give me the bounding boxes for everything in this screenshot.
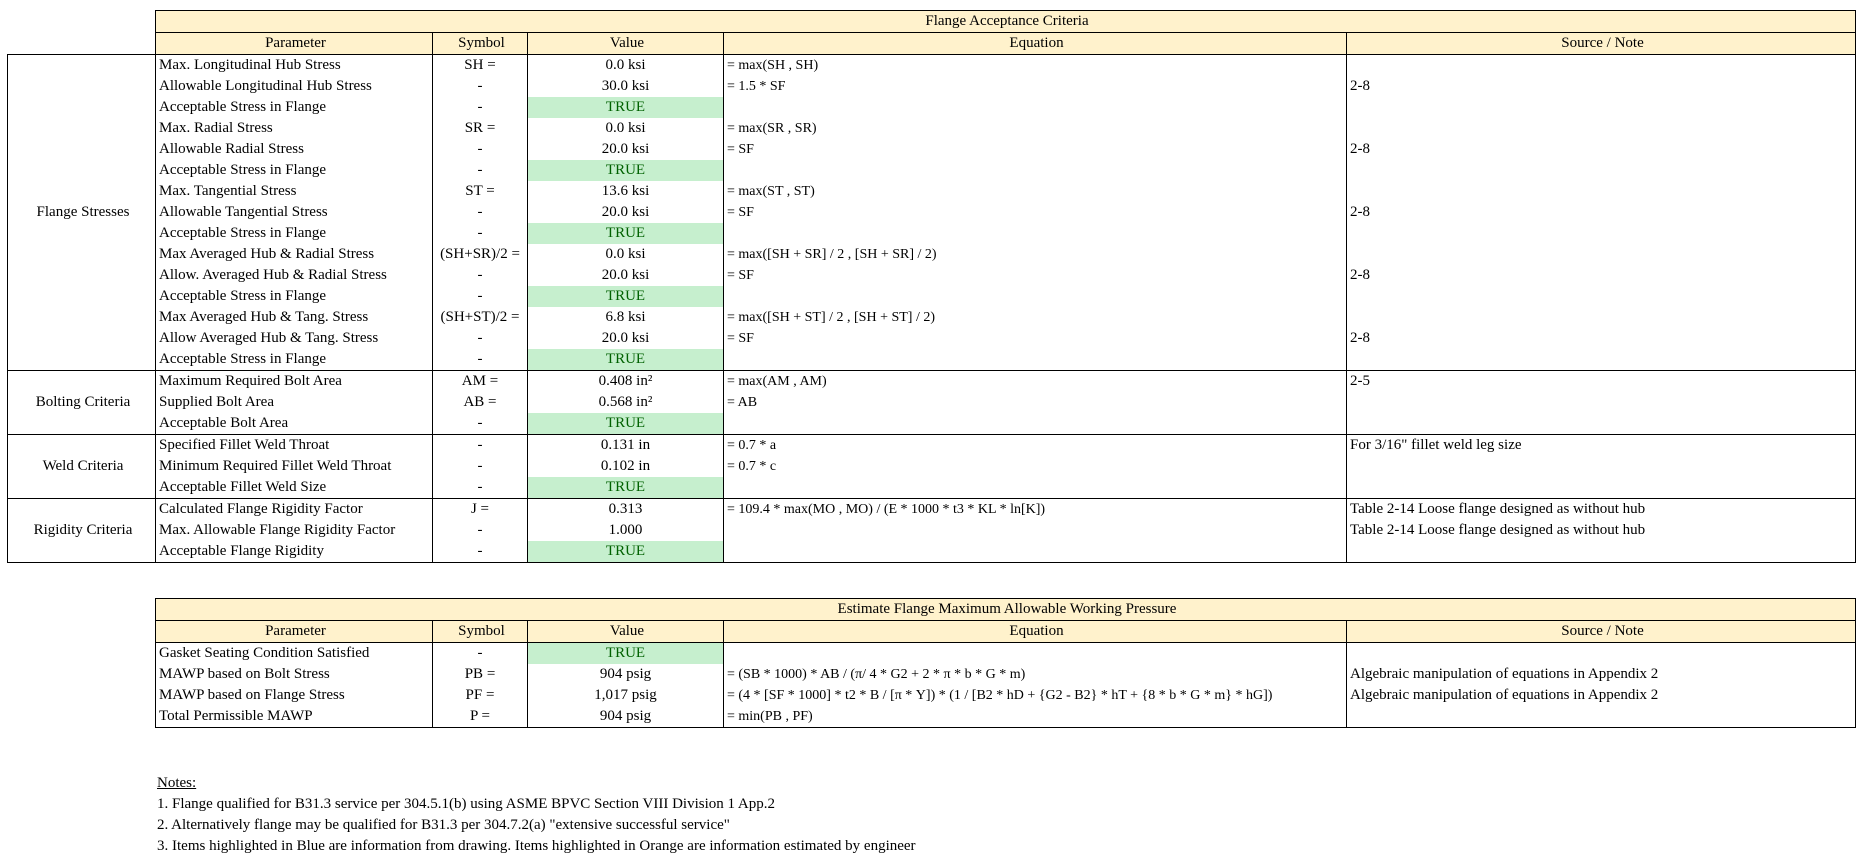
table-row bbox=[8, 435, 1856, 457]
symbol-cell: ST = bbox=[433, 181, 528, 202]
param-cell: Allowable Tangential Stress bbox=[156, 202, 433, 223]
equation-cell bbox=[724, 160, 1347, 181]
value-cell: 20.0 ksi bbox=[528, 202, 724, 223]
value-cell: 0.0 ksi bbox=[528, 55, 724, 77]
param-cell: Supplied Bolt Area bbox=[156, 392, 433, 413]
header-source: Source / Note bbox=[1347, 33, 1856, 55]
param-cell: Max Averaged Hub & Radial Stress bbox=[156, 244, 433, 265]
source-cell bbox=[1347, 97, 1856, 118]
value-cell: TRUE bbox=[528, 643, 724, 665]
equation-cell bbox=[724, 286, 1347, 307]
group-label: Flange Stresses bbox=[8, 55, 156, 371]
source-cell: 2-8 bbox=[1347, 328, 1856, 349]
value-cell: 904 psig bbox=[528, 706, 724, 728]
symbol-cell: - bbox=[433, 97, 528, 118]
value-cell: 20.0 ksi bbox=[528, 139, 724, 160]
header-symbol: Symbol bbox=[433, 33, 528, 55]
param-cell: MAWP based on Flange Stress bbox=[156, 685, 433, 706]
group-label: Weld Criteria bbox=[8, 435, 156, 499]
value-cell: 0.102 in bbox=[528, 456, 724, 477]
symbol-cell: - bbox=[433, 541, 528, 563]
source-cell bbox=[1347, 349, 1856, 371]
table-row bbox=[8, 202, 1856, 223]
value-cell: 1,017 psig bbox=[528, 685, 724, 706]
value-cell: 0.0 ksi bbox=[528, 244, 724, 265]
table-row bbox=[8, 118, 1856, 139]
source-cell bbox=[1347, 118, 1856, 139]
equation-cell: = max(AM , AM) bbox=[724, 371, 1347, 393]
param-cell: Acceptable Stress in Flange bbox=[156, 223, 433, 244]
group-label: Bolting Criteria bbox=[8, 371, 156, 435]
equation-cell: = max(ST , ST) bbox=[724, 181, 1347, 202]
param-cell: Calculated Flange Rigidity Factor bbox=[156, 499, 433, 521]
value-cell: 0.568 in² bbox=[528, 392, 724, 413]
source-cell: Algebraic manipulation of equations in Appendix 2 bbox=[1347, 664, 1856, 685]
equation-cell bbox=[724, 413, 1347, 435]
source-cell bbox=[1347, 392, 1856, 413]
equation-cell bbox=[724, 349, 1347, 371]
value-cell: 20.0 ksi bbox=[528, 328, 724, 349]
table-row bbox=[8, 477, 1856, 499]
source-cell: 2-8 bbox=[1347, 76, 1856, 97]
equation-cell: = 0.7 * c bbox=[724, 456, 1347, 477]
table-row bbox=[8, 520, 1856, 541]
equation-cell bbox=[724, 223, 1347, 244]
symbol-cell: - bbox=[433, 520, 528, 541]
value-cell: TRUE bbox=[528, 286, 724, 307]
equation-cell bbox=[724, 541, 1347, 563]
symbol-cell: - bbox=[433, 139, 528, 160]
header-equation: Equation bbox=[724, 33, 1347, 55]
param-cell: Allowable Radial Stress bbox=[156, 139, 433, 160]
param-cell: Acceptable Stress in Flange bbox=[156, 160, 433, 181]
equation-cell: = AB bbox=[724, 392, 1347, 413]
table-row bbox=[8, 76, 1856, 97]
value-cell: 1.000 bbox=[528, 520, 724, 541]
header-source: Source / Note bbox=[1347, 621, 1856, 643]
source-cell: For 3/16" fillet weld leg size bbox=[1347, 435, 1856, 457]
equation-cell: = SF bbox=[724, 139, 1347, 160]
equation-cell bbox=[724, 97, 1347, 118]
equation-cell: = max([SH + SR] / 2 , [SH + SR] / 2) bbox=[724, 244, 1347, 265]
value-cell: 13.6 ksi bbox=[528, 181, 724, 202]
source-cell bbox=[1347, 643, 1856, 665]
note-2: 2. Alternatively flange may be qualified for B31.3 per 304.7.2(a) "extensive successful service" bbox=[157, 817, 730, 833]
source-cell bbox=[1347, 456, 1856, 477]
equation-cell: = (4 * [SF * 1000] * t2 * B / [π * Y]) * (1 / [B2 * hD + {G2 - B2} * hT + {8 * b * G * m} * hG]) bbox=[724, 685, 1347, 706]
equation-cell: = max(SH , SH) bbox=[724, 55, 1347, 77]
source-cell bbox=[1347, 160, 1856, 181]
param-cell: Total Permissible MAWP bbox=[156, 706, 433, 728]
param-cell: Max. Tangential Stress bbox=[156, 181, 433, 202]
table-row bbox=[8, 265, 1856, 286]
value-cell: 20.0 ksi bbox=[528, 265, 724, 286]
symbol-cell: - bbox=[433, 286, 528, 307]
param-cell: Acceptable Stress in Flange bbox=[156, 349, 433, 371]
table-row bbox=[8, 181, 1856, 202]
equation-cell: = (SB * 1000) * AB / (π/ 4 * G2 + 2 * π * b * G * m) bbox=[724, 664, 1347, 685]
symbol-cell: - bbox=[433, 160, 528, 181]
table-row bbox=[8, 392, 1856, 413]
param-cell: Gasket Seating Condition Satisfied bbox=[156, 643, 433, 665]
note-3: 3. Items highlighted in Blue are information from drawing. Items highlighted in Orange are information estimated by engineer bbox=[157, 838, 916, 854]
source-cell bbox=[1347, 286, 1856, 307]
symbol-cell: SR = bbox=[433, 118, 528, 139]
symbol-cell: J = bbox=[433, 499, 528, 521]
value-cell: 0.408 in² bbox=[528, 371, 724, 393]
notes bbox=[157, 773, 916, 857]
table-row bbox=[8, 541, 1856, 563]
equation-cell bbox=[724, 477, 1347, 499]
source-cell bbox=[1347, 181, 1856, 202]
value-cell: TRUE bbox=[528, 477, 724, 499]
symbol-cell: - bbox=[433, 349, 528, 371]
symbol-cell: (SH+ST)/2 = bbox=[433, 307, 528, 328]
note-1: 1. Flange qualified for B31.3 service per 304.5.1(b) using ASME BPVC Section VIII Division 1 App.2 bbox=[157, 796, 776, 812]
value-cell: TRUE bbox=[528, 97, 724, 118]
value-cell: TRUE bbox=[528, 413, 724, 435]
source-cell: 2-8 bbox=[1347, 139, 1856, 160]
table-row bbox=[8, 328, 1856, 349]
mawp-title: Estimate Flange Maximum Allowable Working Pressure bbox=[156, 599, 1856, 621]
source-cell bbox=[1347, 223, 1856, 244]
param-cell: Acceptable Fillet Weld Size bbox=[156, 477, 433, 499]
equation-cell: = 109.4 * max(MO , MO) / (E * 1000 * t3 * KL * ln[K]) bbox=[724, 499, 1347, 521]
table-row bbox=[156, 685, 1856, 706]
table-row bbox=[8, 139, 1856, 160]
table-row bbox=[8, 499, 1856, 521]
flange-acceptance-table bbox=[7, 10, 1856, 563]
param-cell: Max. Radial Stress bbox=[156, 118, 433, 139]
notes-heading: Notes: bbox=[157, 775, 197, 791]
source-cell: Table 2-14 Loose flange designed as without hub bbox=[1347, 499, 1856, 521]
table-row bbox=[156, 706, 1856, 728]
param-cell: MAWP based on Bolt Stress bbox=[156, 664, 433, 685]
equation-cell: = SF bbox=[724, 328, 1347, 349]
symbol-cell: AM = bbox=[433, 371, 528, 393]
header-value: Value bbox=[528, 621, 724, 643]
param-cell: Acceptable Flange Rigidity bbox=[156, 541, 433, 563]
param-cell: Minimum Required Fillet Weld Throat bbox=[156, 456, 433, 477]
value-cell: 30.0 ksi bbox=[528, 76, 724, 97]
header-symbol: Symbol bbox=[433, 621, 528, 643]
value-cell: 0.0 ksi bbox=[528, 118, 724, 139]
value-cell: 6.8 ksi bbox=[528, 307, 724, 328]
header-parameter: Parameter bbox=[156, 33, 433, 55]
symbol-cell: (SH+SR)/2 = bbox=[433, 244, 528, 265]
table-row bbox=[8, 413, 1856, 435]
symbol-cell: - bbox=[433, 202, 528, 223]
table-row bbox=[156, 664, 1856, 685]
table-row bbox=[8, 223, 1856, 244]
param-cell: Maximum Required Bolt Area bbox=[156, 371, 433, 393]
param-cell: Max Averaged Hub & Tang. Stress bbox=[156, 307, 433, 328]
equation-cell: = max(SR , SR) bbox=[724, 118, 1347, 139]
source-cell: 2-5 bbox=[1347, 371, 1856, 393]
equation-cell: = 1.5 * SF bbox=[724, 76, 1347, 97]
value-cell: TRUE bbox=[528, 160, 724, 181]
mawp-table bbox=[155, 598, 1856, 728]
table-row bbox=[8, 371, 1856, 393]
param-cell: Specified Fillet Weld Throat bbox=[156, 435, 433, 457]
equation-cell: = SF bbox=[724, 202, 1347, 223]
criteria-title: Flange Acceptance Criteria bbox=[156, 11, 1856, 33]
equation-cell bbox=[724, 520, 1347, 541]
header-value: Value bbox=[528, 33, 724, 55]
table-row bbox=[156, 643, 1856, 665]
table-row bbox=[8, 307, 1856, 328]
param-cell: Allow. Averaged Hub & Radial Stress bbox=[156, 265, 433, 286]
symbol-cell: PB = bbox=[433, 664, 528, 685]
table-row bbox=[8, 456, 1856, 477]
header-parameter: Parameter bbox=[156, 621, 433, 643]
param-cell: Acceptable Bolt Area bbox=[156, 413, 433, 435]
param-cell: Max. Longitudinal Hub Stress bbox=[156, 55, 433, 77]
symbol-cell: - bbox=[433, 435, 528, 457]
equation-cell: = max([SH + ST] / 2 , [SH + ST] / 2) bbox=[724, 307, 1347, 328]
symbol-cell: P = bbox=[433, 706, 528, 728]
source-cell: 2-8 bbox=[1347, 265, 1856, 286]
header-equation: Equation bbox=[724, 621, 1347, 643]
table-row bbox=[8, 349, 1856, 371]
source-cell: 2-8 bbox=[1347, 202, 1856, 223]
equation-cell: = 0.7 * a bbox=[724, 435, 1347, 457]
table-row bbox=[8, 244, 1856, 265]
symbol-cell: - bbox=[433, 413, 528, 435]
symbol-cell: - bbox=[433, 76, 528, 97]
table-row bbox=[8, 286, 1856, 307]
param-cell: Allow Averaged Hub & Tang. Stress bbox=[156, 328, 433, 349]
symbol-cell: - bbox=[433, 456, 528, 477]
value-cell: 904 psig bbox=[528, 664, 724, 685]
table-row bbox=[8, 97, 1856, 118]
symbol-cell: AB = bbox=[433, 392, 528, 413]
param-cell: Acceptable Stress in Flange bbox=[156, 286, 433, 307]
equation-cell bbox=[724, 643, 1347, 665]
symbol-cell: - bbox=[433, 328, 528, 349]
table-row bbox=[8, 160, 1856, 181]
source-cell bbox=[1347, 477, 1856, 499]
value-cell: 0.313 bbox=[528, 499, 724, 521]
source-cell bbox=[1347, 413, 1856, 435]
symbol-cell: - bbox=[433, 477, 528, 499]
value-cell: TRUE bbox=[528, 349, 724, 371]
source-cell bbox=[1347, 706, 1856, 728]
source-cell: Algebraic manipulation of equations in Appendix 2 bbox=[1347, 685, 1856, 706]
table-row bbox=[8, 55, 1856, 77]
value-cell: TRUE bbox=[528, 541, 724, 563]
value-cell: 0.131 in bbox=[528, 435, 724, 457]
param-cell: Allowable Longitudinal Hub Stress bbox=[156, 76, 433, 97]
symbol-cell: - bbox=[433, 265, 528, 286]
equation-cell: = min(PB , PF) bbox=[724, 706, 1347, 728]
param-cell: Max. Allowable Flange Rigidity Factor bbox=[156, 520, 433, 541]
equation-cell: = SF bbox=[724, 265, 1347, 286]
source-cell bbox=[1347, 307, 1856, 328]
symbol-cell: PF = bbox=[433, 685, 528, 706]
source-cell bbox=[1347, 55, 1856, 77]
source-cell bbox=[1347, 244, 1856, 265]
param-cell: Acceptable Stress in Flange bbox=[156, 97, 433, 118]
value-cell: TRUE bbox=[528, 223, 724, 244]
symbol-cell: SH = bbox=[433, 55, 528, 77]
source-cell bbox=[1347, 541, 1856, 563]
source-cell: Table 2-14 Loose flange designed as without hub bbox=[1347, 520, 1856, 541]
group-label: Rigidity Criteria bbox=[8, 499, 156, 563]
symbol-cell: - bbox=[433, 223, 528, 244]
symbol-cell: - bbox=[433, 643, 528, 665]
